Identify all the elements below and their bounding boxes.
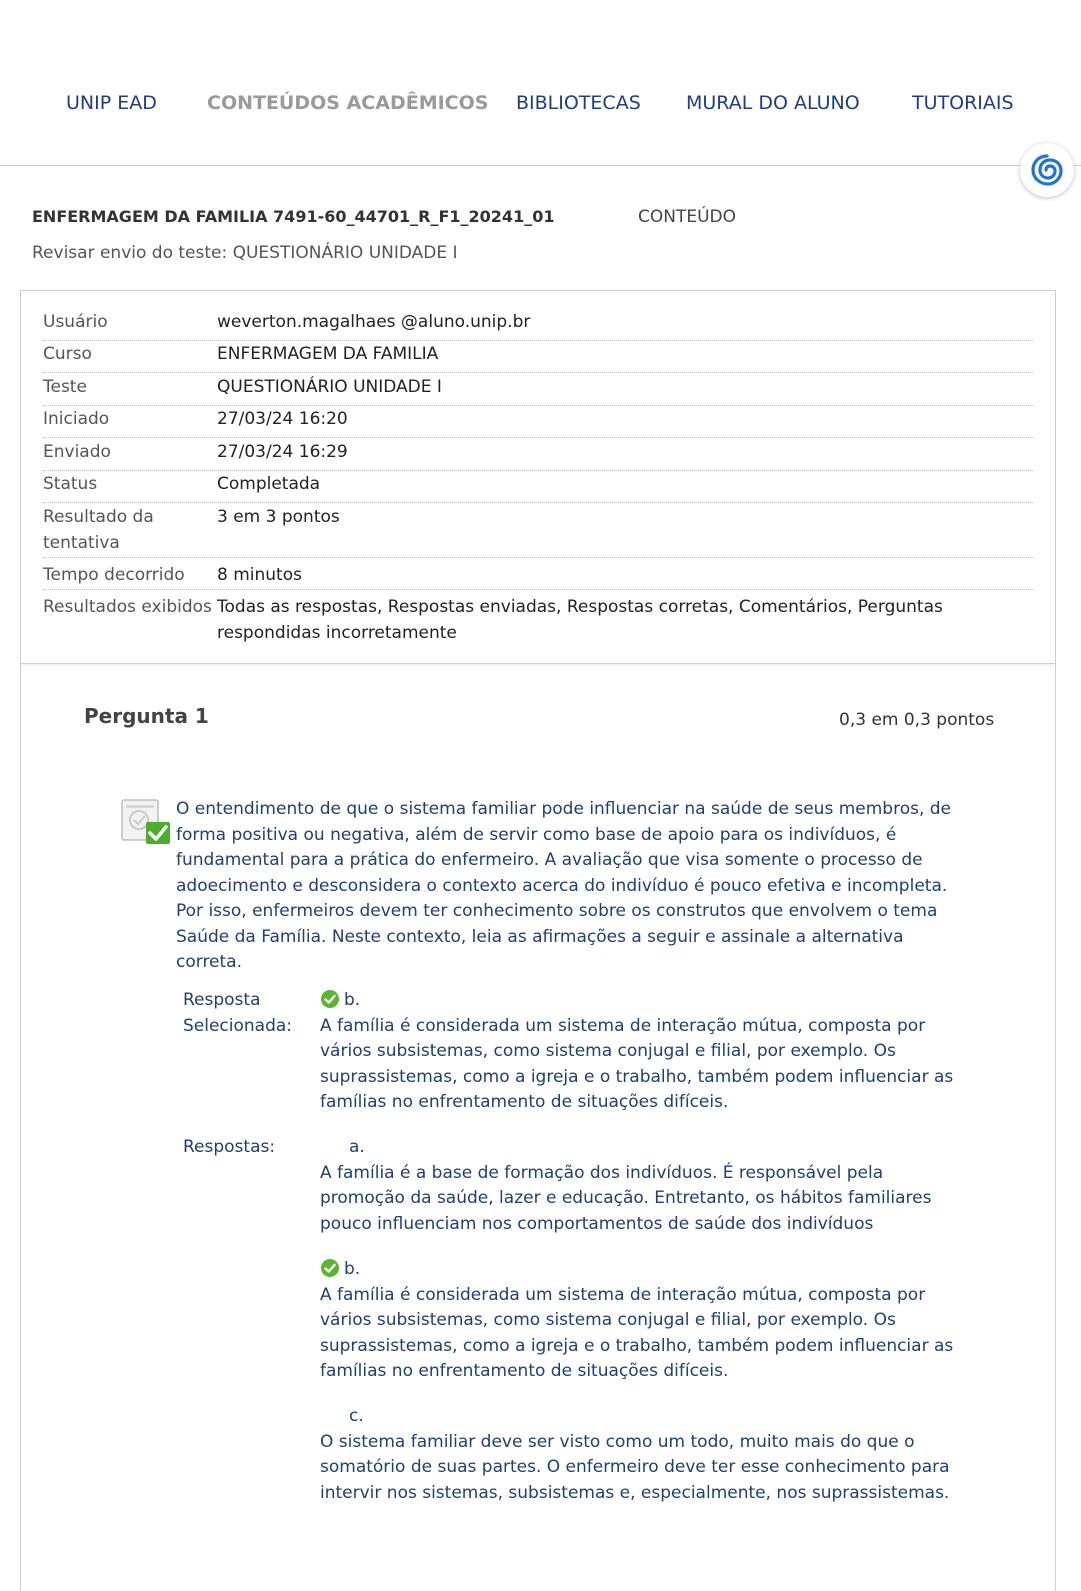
answer-option-a (320, 1135, 970, 1237)
summary-table (21, 291, 1055, 664)
summary-row-resultado (43, 504, 1033, 558)
answer-letter: a. (349, 1137, 365, 1157)
nav-tutoriais[interactable]: TUTORIAIS (912, 92, 1014, 114)
answer-text: A família é considerada um sistema de interação mútua, composta por vários subsistemas, como sistema conjugal e filial, por exemplo. Os suprassistemas, como a igreja e o trabalho, também podem influenciar as famílias no enfrentamento de situações difíceis. (320, 1284, 954, 1381)
summary-value: QUESTIONÁRIO UNIDADE I (217, 377, 442, 397)
summary-row-curso (43, 341, 1033, 373)
nav-mural-do-aluno[interactable]: MURAL DO ALUNO (686, 92, 860, 114)
top-navigation (0, 0, 1081, 166)
answer-text: A família é a base de formação dos indivíduos. É responsável pela promoção da saúde, lazer e educação. Entretanto, os hábitos familiares pouco influenciam nos comportamentos de saúde dos indivíduos (320, 1162, 932, 1234)
content-link[interactable]: CONTEÚDO (638, 207, 737, 227)
course-title: ENFERMAGEM DA FAMILIA 7491-60_44701_R_F1_20241_01 (32, 207, 555, 226)
summary-row-teste (43, 374, 1033, 406)
spiral-icon (1030, 153, 1064, 187)
answer-letter: b. (344, 990, 361, 1010)
selected-answer (320, 988, 970, 1116)
summary-row-usuario (43, 309, 1033, 341)
graded-correct-icon (120, 796, 172, 846)
summary-row-enviado (43, 439, 1033, 471)
summary-value: Todas as respostas, Respostas enviadas, Respostas corretas, Comentários, Perguntas respondidas incorretamente (217, 597, 943, 643)
answer-text: A família é considerada um sistema de interação mútua, composta por vários subsistemas, como sistema conjugal e filial, por exemplo. Os suprassistemas, como a igreja e o trabalho, também podem influenciar as famílias no enfrentamento de situações difíceis. (320, 1015, 954, 1112)
summary-value: 27/03/24 16:29 (217, 442, 348, 462)
nav-unip-ead[interactable]: UNIP EAD (66, 92, 157, 114)
summary-value: weverton.magalhaes @aluno.unip.br (217, 312, 531, 332)
answer-letter: b. (344, 1259, 361, 1279)
summary-label: Enviado (43, 442, 111, 462)
summary-label: Tempo decorrido (43, 565, 185, 585)
summary-label: Curso (43, 344, 92, 364)
summary-label: Usuário (43, 312, 108, 332)
correct-check-icon (320, 989, 340, 1009)
page-title: Revisar envio do teste: QUESTIONÁRIO UNIDADE I (32, 243, 458, 263)
question-points: 0,3 em 0,3 pontos (839, 710, 995, 730)
correct-check-icon (320, 1258, 340, 1278)
selected-answer-label: Resposta Selecionada: (183, 990, 293, 1036)
answer-letter-row (320, 1257, 970, 1283)
summary-label: Iniciado (43, 409, 110, 429)
summary-row-tempo (43, 562, 1033, 590)
summary-label: Resultados exibidos (43, 597, 212, 617)
answer-text: O sistema familiar deve ser visto como um todo, muito mais do que o somatório de suas partes. O enfermeiro deve ter esse conhecimento para intervir nos sistemas, subsistemas e, especialmente, nos suprassistemas. (320, 1431, 950, 1503)
question-title: Pergunta 1 (84, 704, 209, 728)
answers-label: Respostas: (183, 1137, 276, 1157)
summary-row-iniciado (43, 406, 1033, 438)
summary-label: Status (43, 474, 98, 494)
summary-value: Completada (217, 474, 321, 494)
answer-option-c (320, 1404, 970, 1506)
question-text: O entendimento de que o sistema familiar pode influenciar na saúde de seus membros, de forma positiva ou negativa, além de servir como base de apoio para os indivíduos, é fundamental para a prática do enfermeiro. A avaliação que visa somente o processo de adoecimento e desconsidera o contexto acerca do indivíduo é pouco efetiva e incompleta. Por isso, enfermeiros devem ter conhecimento sobre os construtos que envolvem o tema Saúde da Família. Neste contexto, leia as afirmações a seguir e assinale a alternativa correta. (176, 799, 952, 972)
summary-row-status (43, 471, 1033, 503)
summary-label: Teste (43, 377, 87, 397)
summary-row-exibidos (43, 594, 1033, 649)
summary-value: 8 minutos (217, 565, 302, 585)
summary-label: Resultado da tentativa (43, 507, 154, 553)
answer-letter-row (320, 988, 970, 1014)
nav-bibliotecas[interactable]: BIBLIOTECAS (516, 92, 641, 114)
summary-value: 3 em 3 pontos (217, 507, 340, 527)
answer-letter-row (320, 1404, 970, 1430)
answer-letter: c. (349, 1406, 364, 1426)
answer-option-b (320, 1257, 970, 1385)
nav-conteudos-academicos[interactable]: CONTEÚDOS ACADÊMICOS (207, 92, 489, 114)
summary-value: ENFERMAGEM DA FAMILIA (217, 344, 439, 364)
answer-letter-row (320, 1135, 970, 1161)
summary-value: 27/03/24 16:20 (217, 409, 348, 429)
assistant-button[interactable] (1020, 143, 1074, 197)
